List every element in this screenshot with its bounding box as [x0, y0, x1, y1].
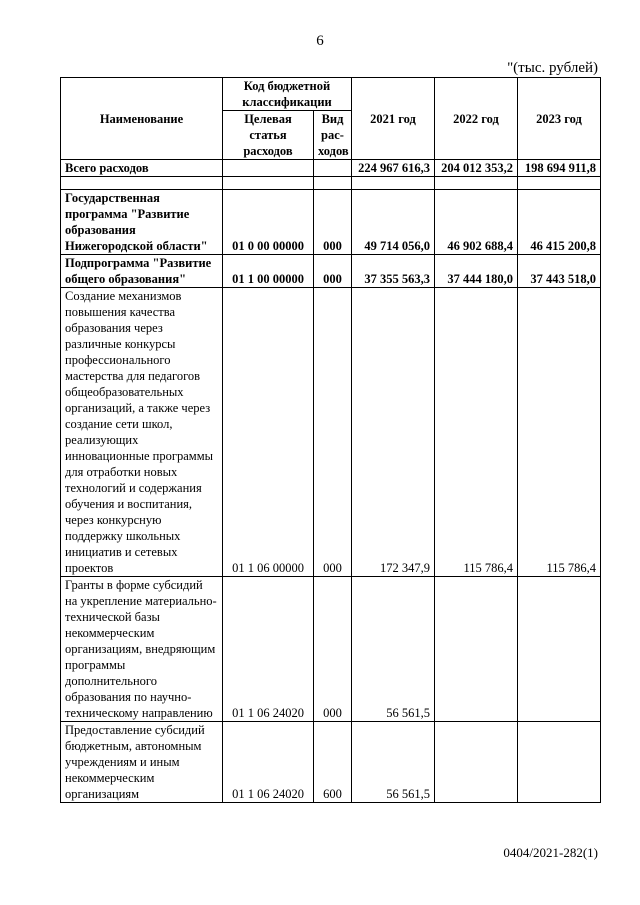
row-name: Предоставление субсидий бюджетным, автономным учреждениям и иным некоммерческим организациям: [61, 722, 223, 803]
row-2022: 46 902 688,4: [435, 190, 518, 255]
row-2021: 224 967 616,3: [352, 160, 435, 177]
row-2023: 115 786,4: [518, 288, 601, 577]
row-name: Всего расходов: [61, 160, 223, 177]
row-2021: 172 347,9: [352, 288, 435, 577]
page-number: 6: [316, 33, 324, 49]
row-vid: 000: [314, 190, 352, 255]
row-name: Гранты в форме субсидий на укрепление материально-технической базы некоммерческим организациям, внедряющим программы дополнительного образования по научно-техническому направлению: [61, 577, 223, 722]
row-2022: 204 012 353,2: [435, 160, 518, 177]
header-2023: 2023 год: [518, 78, 601, 160]
budget-table: [60, 77, 601, 803]
header-2021: 2021 год: [352, 78, 435, 160]
row-vid: 000: [314, 288, 352, 577]
row-name: Государственная программа "Развитие образования Нижегородской области": [61, 190, 223, 255]
row-name: Подпрограмма "Развитие общего образования": [61, 255, 223, 288]
table-row: [61, 577, 601, 722]
table-row-total: [61, 160, 601, 177]
row-2023: [518, 577, 601, 722]
table-spacer-row: [61, 177, 601, 190]
row-2021: 37 355 563,3: [352, 255, 435, 288]
row-vid: 000: [314, 255, 352, 288]
document-code: 0404/2021-282(1): [503, 845, 598, 860]
units-label: "(тыс. рублей): [507, 60, 598, 76]
row-code: 01 1 06 00000: [223, 288, 314, 577]
table-row: [61, 255, 601, 288]
row-2023: 198 694 911,8: [518, 160, 601, 177]
row-2022: [435, 577, 518, 722]
row-2021: 56 561,5: [352, 577, 435, 722]
row-2021: 56 561,5: [352, 722, 435, 803]
row-2023: [518, 722, 601, 803]
table-row: [61, 190, 601, 255]
row-code: 01 1 06 24020: [223, 577, 314, 722]
row-code: 01 0 00 00000: [223, 190, 314, 255]
row-2023: 37 443 518,0: [518, 255, 601, 288]
row-2023: 46 415 200,8: [518, 190, 601, 255]
header-target-article: Целевая статья расходов: [223, 111, 314, 160]
row-2021: 49 714 056,0: [352, 190, 435, 255]
row-vid: 600: [314, 722, 352, 803]
row-vid: 000: [314, 577, 352, 722]
row-2022: [435, 722, 518, 803]
row-2022: 115 786,4: [435, 288, 518, 577]
header-2022: 2022 год: [435, 78, 518, 160]
row-vid: [314, 160, 352, 177]
header-expense-type: Вид рас-ходов: [314, 111, 352, 160]
header-name: Наименование: [61, 78, 223, 160]
table-row: [61, 288, 601, 577]
row-2022: 37 444 180,0: [435, 255, 518, 288]
table-header-row: [61, 78, 601, 111]
row-name: Создание механизмов повышения качества образования через различные конкурсы профессионального мастерства для педагогов общеобразовательных организаций, а также через создание сети школ, реализующих инновационные программы для отработки новых технологий и содержания обучения и воспитания, через конкурсную поддержку школьных инициатив и сетевых проектов: [61, 288, 223, 577]
row-code: [223, 160, 314, 177]
row-code: 01 1 06 24020: [223, 722, 314, 803]
header-code-group: Код бюджетной классификации: [223, 78, 352, 111]
table-row: [61, 722, 601, 803]
row-code: 01 1 00 00000: [223, 255, 314, 288]
